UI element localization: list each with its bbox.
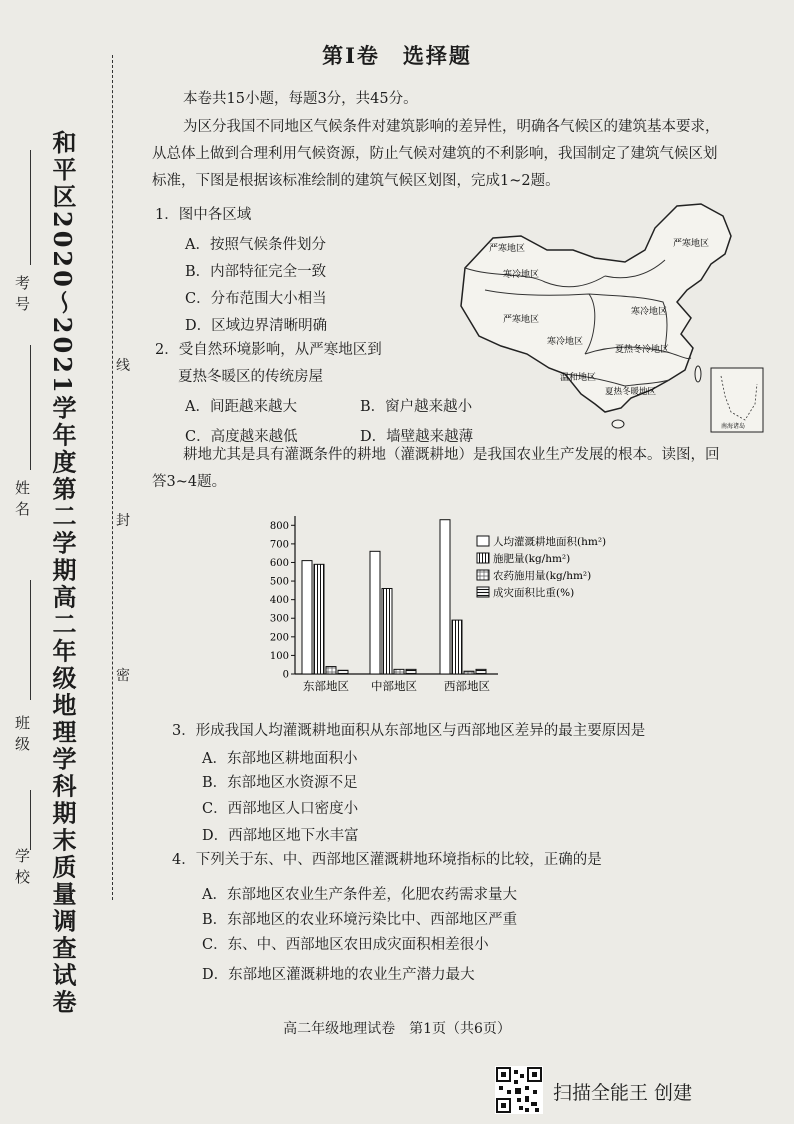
map-label-cold-sw: 寒冷地区 (547, 337, 584, 347)
y-tick-label: 300 (269, 613, 289, 625)
q1-option-d[interactable]: D．区域边界清晰明确 (185, 318, 328, 334)
bar (326, 667, 336, 674)
q1-option-b[interactable]: B．内部特征完全一致 (185, 264, 327, 280)
q34-intro-line-2: 答3~4题。 (152, 474, 227, 490)
q4-option-c[interactable]: C．东、中、西部地区农田成灾面积相差很小 (202, 937, 489, 953)
q2-option-c[interactable]: C．高度越来越低 (185, 429, 298, 445)
map-label-severe-cold-west: 严寒地区 (503, 315, 540, 325)
y-tick-label: 100 (269, 650, 289, 662)
label-exam-no: 考号 (13, 275, 31, 317)
map-label-cold-central: 寒冷地区 (631, 307, 668, 317)
legend-swatch (477, 536, 489, 546)
qr-code-svg (495, 1066, 543, 1114)
y-tick-label: 200 (269, 632, 289, 644)
cut-word-xian: 线 (116, 358, 130, 374)
y-tick-label: 400 (269, 595, 289, 607)
bar-chart (262, 510, 632, 700)
bar (464, 671, 474, 674)
intro-para-line-1: 为区分我国不同地区气候条件对建筑影响的差异性，明确各气候区的建筑基本要求， (183, 119, 720, 135)
y-tick-label: 0 (282, 669, 289, 681)
q3-option-a[interactable]: A．东部地区耕地面积小 (202, 751, 358, 767)
cut-word-feng: 封 (116, 513, 130, 529)
exam-no-blank (30, 150, 31, 265)
q2-stem-line-2: 夏热冬暖区的传统房屋 (178, 369, 323, 385)
q2-option-a[interactable]: A．间距越来越大 (185, 399, 297, 415)
scanner-watermark: 扫描全能王 创建 (553, 1082, 693, 1104)
q2-option-d[interactable]: D．墙壁越来越薄 (360, 429, 474, 445)
q2-option-b[interactable]: B．窗户越来越小 (360, 399, 473, 415)
label-school: 学校 (13, 848, 31, 890)
intro-line: 本卷共15小题，每题3分，共45分。 (183, 91, 418, 107)
legend-label: 农药施用量(kg/hm²) (493, 570, 592, 582)
bar (302, 561, 312, 674)
intro-para-line-2: 从总体上做到合理利用气候资源，防止气候对建筑的不利影响，我国制定了建筑气候区划 (152, 146, 718, 162)
bar (440, 520, 450, 674)
map-label-severe-cold-ne: 严寒地区 (673, 239, 710, 249)
taiwan-island (695, 366, 701, 382)
q1-option-a[interactable]: A．按照气候条件划分 (185, 237, 326, 253)
q3-option-d[interactable]: D．西部地区地下水丰富 (202, 828, 359, 844)
vertical-exam-title: 和平区2020～2021学年度第二学期高二年级地理学科期末质量调查试卷 (48, 130, 77, 1017)
intro-para-line-3: 标准，下图是根据该标准绘制的建筑气候区划图，完成1~2题。 (152, 173, 560, 189)
y-tick-label: 600 (269, 557, 289, 569)
hainan-island (612, 420, 624, 428)
q3-stem: 3．形成我国人均灌溉耕地面积从东部地区与西部地区差异的最主要原因是 (172, 723, 646, 739)
y-tick-label: 700 (269, 539, 289, 551)
cut-line (112, 55, 113, 900)
q4-option-d[interactable]: D．东部地区灌溉耕地的农业生产潜力最大 (202, 967, 475, 983)
legend-swatch (477, 553, 489, 563)
name-blank (30, 345, 31, 470)
bar (476, 669, 486, 674)
bar (370, 551, 380, 674)
label-class: 班级 (13, 715, 31, 757)
bar (406, 669, 416, 674)
bar (452, 620, 462, 674)
x-category-label: 东部地区 (303, 679, 349, 693)
bar (394, 669, 404, 674)
school-blank (30, 790, 31, 850)
q2-stem-line-1: 2．受自然环境影响，从严寒地区到 (155, 342, 382, 358)
q3-option-b[interactable]: B．东部地区水资源不足 (202, 775, 358, 791)
inset-label: 南海诸岛 (721, 423, 746, 430)
q1-stem: 1．图中各区域 (155, 207, 252, 223)
map-label-hot-summer-cold-winter: 夏热冬冷地区 (615, 345, 670, 355)
bar (314, 564, 324, 674)
x-category-label: 中部地区 (371, 679, 417, 693)
q34-intro-line-1: 耕地尤其是具有灌溉条件的耕地（灌溉耕地）是我国农业生产发展的根本。读图，回 (183, 447, 720, 463)
q4-option-b[interactable]: B．东部地区的农业环境污染比中、西部地区严重 (202, 912, 518, 928)
binding-margin (0, 0, 150, 1124)
legend-label: 施肥量(kg/hm²) (493, 553, 571, 565)
x-category-label: 西部地区 (444, 679, 490, 693)
q1-option-c[interactable]: C．分布范围大小相当 (185, 291, 327, 307)
label-name: 姓名 (13, 480, 31, 522)
q4-option-a[interactable]: A．东部地区农业生产条件差，化肥农药需求量大 (202, 887, 517, 903)
map-label-cold-north: 寒冷地区 (503, 270, 540, 280)
q3-option-c[interactable]: C．西部地区人口密度小 (202, 801, 359, 817)
cut-word-mi: 密 (116, 668, 130, 684)
bar (338, 670, 348, 674)
map-label-hot-summer-warm-winter: 夏热冬暖地区 (605, 387, 657, 397)
y-tick-label: 500 (269, 576, 289, 588)
legend-label: 成灾面积比重(%) (493, 587, 575, 599)
map-label-mild: 温和地区 (560, 373, 597, 383)
legend-swatch (477, 587, 489, 597)
page-footer: 高二年级地理试卷 第1页（共6页） (283, 1021, 511, 1037)
y-tick-label: 800 (269, 520, 289, 532)
q4-stem: 4．下列关于东、中、西部地区灌溉耕地环境指标的比较，正确的是 (172, 852, 602, 868)
chart-svg (262, 510, 632, 700)
map-label-severe-cold-nw: 严寒地区 (489, 244, 526, 254)
legend-swatch (477, 570, 489, 580)
map-svg (455, 198, 775, 438)
section-title: 第Ⅰ卷 选择题 (322, 43, 472, 68)
qr-code (495, 1066, 543, 1114)
class-blank (30, 580, 31, 700)
climate-zone-map (455, 198, 775, 438)
legend-label: 人均灌溉耕地面积(hm²) (493, 536, 607, 548)
bar (382, 588, 392, 674)
